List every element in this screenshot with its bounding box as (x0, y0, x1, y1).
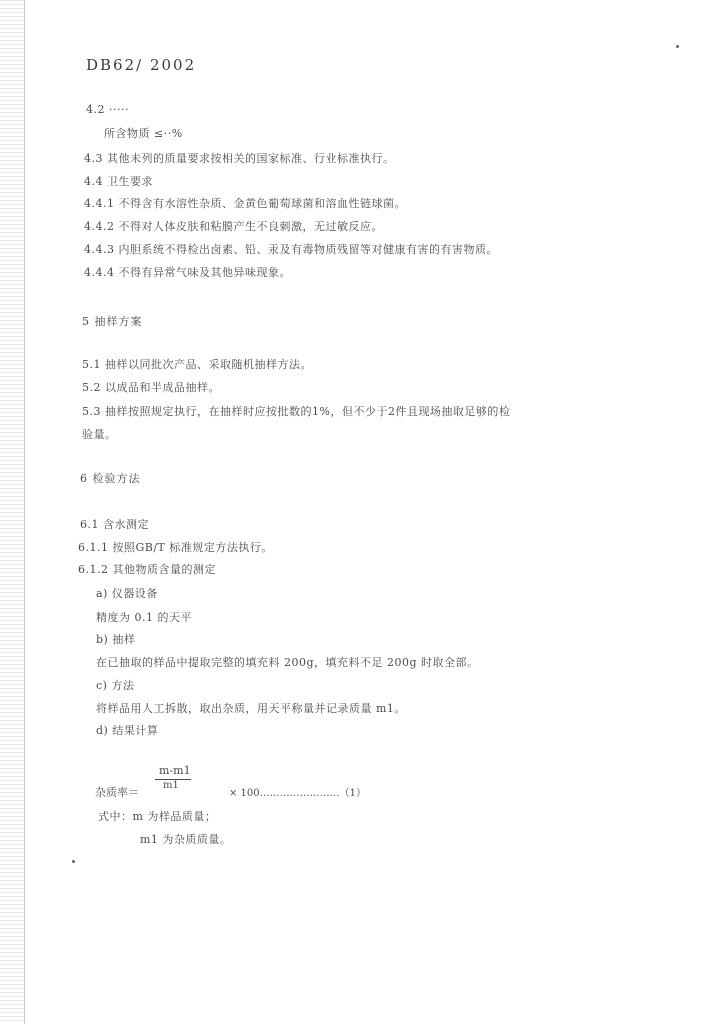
text-line: 将样品用人工拆散，取出杂质，用天平称量并记录质量 m1。 (96, 702, 406, 715)
text-line: m1 为杂质质量。 (140, 833, 232, 846)
text-line: 4.4.2 不得对人体皮肤和粘膜产生不良刺激，无过敏反应。 (84, 220, 383, 233)
section-title: 5 抽样方案 (82, 315, 143, 328)
binding-edge (0, 0, 24, 1024)
text-line: 式中：m 为样品质量； (98, 810, 217, 823)
text-line: 4.4.4 不得有异常气味及其他异味现象。 (84, 266, 291, 279)
text-line: 在已抽取的样品中提取完整的填充料 200g，填充料不足 200g 时取全部。 (96, 656, 479, 669)
section-title: 6 检验方法 (80, 472, 141, 485)
text-line: 6.1 含水测定 (80, 518, 149, 531)
formula-denominator: m1 (163, 780, 179, 791)
binding-line (24, 0, 25, 1024)
formula-label: 杂质率＝ (95, 786, 139, 799)
formula (95, 764, 385, 804)
text-line: 精度为 0.1 的天平 (96, 611, 192, 624)
text-line: 4.4.1 不得含有水溶性杂质、金黄色葡萄球菌和溶血性链球菌。 (84, 197, 406, 210)
text-line: b) 抽样 (96, 633, 136, 646)
text-line: 5.2 以成品和半成品抽样。 (82, 381, 220, 394)
text-line: a) 仪器设备 (96, 587, 158, 600)
speck (676, 45, 679, 48)
speck (72, 860, 75, 863)
text-line: 6.1.2 其他物质含量的测定 (78, 563, 216, 576)
text-line: 4.4.3 内胆系统不得检出卤素、铅、汞及有毒物质残留等对健康有害的有害物质。 (84, 243, 498, 256)
text-line: d) 结果计算 (96, 724, 159, 737)
text-line: 6.1.1 按照GB/T 标准规定方法执行。 (78, 541, 273, 554)
formula-tail: × 100……………………（1） (229, 788, 367, 799)
doc-header: DB62/ 2002 (86, 56, 197, 74)
text-line: c) 方法 (96, 679, 135, 692)
text-line: 5.1 抽样以同批次产品、采取随机抽样方法。 (82, 358, 312, 371)
formula-numerator: m-m1 (159, 764, 191, 777)
text-line: 4.4 卫生要求 (84, 175, 153, 188)
text-line: 4.2 ····· (86, 103, 129, 116)
text-line: 5.3 抽样按照规定执行，在抽样时应按批数的1%，但不少于2件且现场抽取足够的检 (82, 405, 511, 418)
text-line: 4.3 其他未列的质量要求按相关的国家标准、行业标准执行。 (84, 152, 395, 165)
text-line: 验量。 (82, 428, 117, 441)
text-line: 所含物质 ≤··% (104, 127, 183, 140)
